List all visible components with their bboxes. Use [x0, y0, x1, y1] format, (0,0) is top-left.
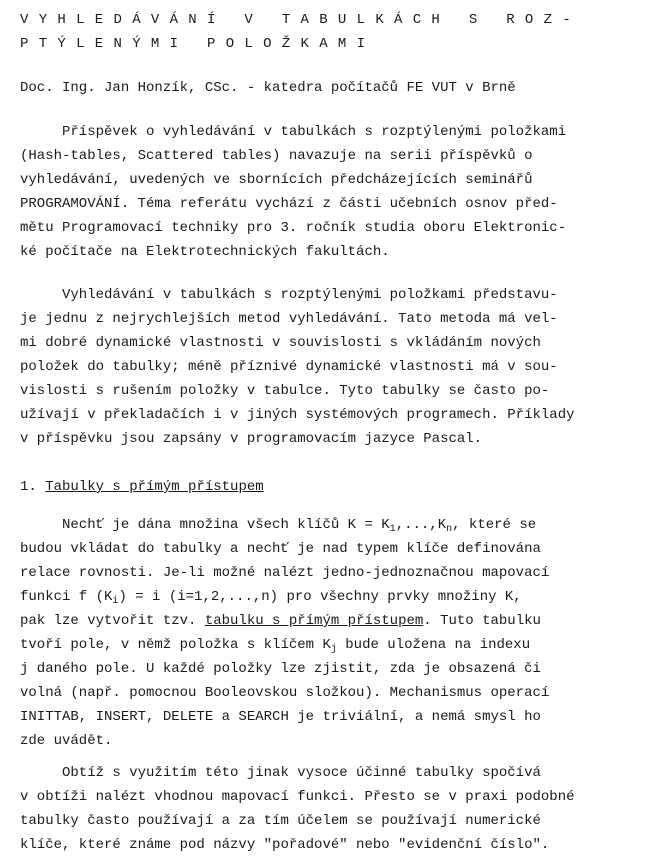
text-line: budou vkládat do tabulky a nechť je nad typem klíče definována [20, 541, 541, 557]
text-run: ,...,K [395, 517, 447, 533]
text-line: mi dobré dynamické vlastnosti v souvislosti s vkládáním nových [20, 335, 541, 351]
section-1-paragraph-1 [20, 513, 650, 753]
text-line [20, 513, 650, 537]
intro-paragraph-2 [20, 283, 650, 451]
text-line: Vyhledávání v tabulkách s rozptýlenými položkami představu- [20, 287, 558, 303]
section-1-paragraph-2 [20, 761, 650, 857]
text-line: v obtíži nalézt vhodnou mapovací funkci. Přesto se v praxi podobné [20, 789, 575, 805]
text-run: tvoří pole, v němž položka s klíčem K [20, 637, 331, 653]
subscript: j [330, 644, 337, 655]
section-1-heading [20, 478, 264, 496]
document-title-line-1: VYHLEDÁVÁNÍ V TABULKÁCH S ROZ- [20, 12, 582, 28]
text-line [20, 633, 650, 657]
text-run: . Tuto tabulku [423, 613, 541, 629]
text-line: vislosti s rušením položky v tabulce. Tyto tabulky se často po- [20, 383, 550, 399]
text-line: j daného pole. U každé položky lze zjistit, zda je obsazená či [20, 661, 541, 677]
text-run: pak lze vytvořit tzv. [20, 613, 205, 629]
text-line: PROGRAMOVÁNÍ. Téma referátu vychází z části učebních osnov před- [20, 196, 558, 212]
text-line: relace rovnosti. Je-li možné nalézt jedno-jednoznačnou mapovací [20, 565, 550, 581]
text-line: je jednu z nejrychlejších metod vyhledávání. Tato metoda má vel- [20, 311, 558, 327]
author-line: Doc. Ing. Jan Honzík, CSc. - katedra počítačů FE VUT v Brně [20, 80, 516, 96]
text-line: ké počítače na Elektrotechnických fakultách. [20, 244, 390, 260]
underlined-term: tabulku s přímým přístupem [204, 613, 424, 629]
text-line: mětu Programovací techniky pro 3. ročník studia oboru Elektronic- [20, 220, 567, 236]
section-1-number: 1. [20, 479, 46, 495]
text-line: Obtíž s využitím této jinak vysoce účinné tabulky spočívá [20, 765, 541, 781]
text-line [20, 609, 650, 633]
text-run: funkci f (K [20, 589, 113, 605]
text-line: v příspěvku jsou zapsány v programovacím jazyce Pascal. [20, 431, 483, 447]
text-line: užívají v překladačích i v jiných systémových programech. Příklady [20, 407, 575, 423]
document-title-line-2: PTÝLENÝMI POLOŽKAMI [20, 36, 376, 52]
text-run: , které se [452, 517, 537, 533]
subscript: i [112, 596, 119, 607]
text-line: položek do tabulky; méně příznivé dynamické vlastnosti má v sou- [20, 359, 558, 375]
text-run: Nechť je dána množina všech klíčů K = K [20, 517, 390, 533]
text-line: zde uvádět. [20, 733, 113, 749]
text-line: INITTAB, INSERT, DELETE a SEARCH je triviální, a nemá smysl ho [20, 709, 541, 725]
text-run: bude uložena na indexu [336, 637, 531, 653]
text-line: volná (např. pomocnou Booleovskou složkou). Mechanismus operací [20, 685, 550, 701]
text-line: Příspěvek o vyhledávání v tabulkách s rozptýlenými položkami [20, 124, 567, 140]
text-line: (Hash-tables, Scattered tables) navazuje na serii příspěvků o [20, 148, 533, 164]
intro-paragraph-1 [20, 120, 650, 264]
text-line [20, 585, 650, 609]
text-line: vyhledávání, uvedených ve sbornících předcházejících seminářů [20, 172, 533, 188]
subscript: 1 [389, 524, 396, 535]
text-line: klíče, které známe pod názvy "pořadové" nebo "evidenční číslo". [20, 837, 550, 853]
text-run: ) = i (i=1,2,...,n) pro všechny prvky množiny K, [118, 589, 522, 605]
text-line: tabulky často používají a za tím účelem se používají numerické [20, 813, 541, 829]
section-1-title: Tabulky s přímým přístupem [45, 479, 264, 495]
subscript: n [446, 524, 453, 535]
